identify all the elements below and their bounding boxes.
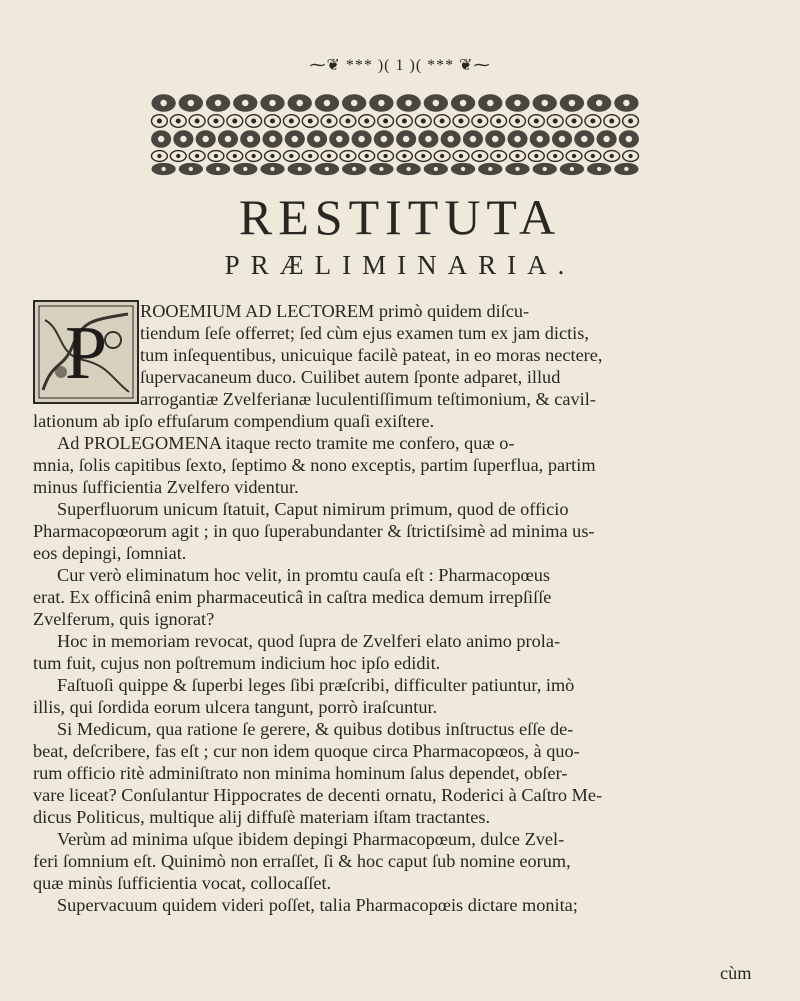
ornament-motif: [604, 115, 620, 128]
ornament-motif: [615, 95, 638, 111]
ornament-motif: [585, 115, 601, 128]
ornament-motif: [288, 95, 311, 111]
ornament-motif: [575, 131, 594, 147]
ornament-motif: [464, 131, 483, 147]
text-line: Verùm ad minima uſque ibidem depingi Pharmacopœum, dulce Zvel-: [57, 829, 565, 849]
ornament-motif: [359, 115, 375, 128]
ornament-motif: [547, 115, 563, 128]
ornament-motif: [321, 151, 337, 162]
decorated-initial-letter: [33, 300, 139, 404]
ornament-motif: [234, 164, 257, 175]
text-line: dicus Politicus, multique alij diffuſè materiam iſtam tractantes.: [33, 807, 491, 827]
ornament-motif: [553, 131, 572, 147]
ornament-motif: [491, 115, 507, 128]
ornament-motif: [283, 115, 299, 128]
text-line: Cur verò eliminatum hoc velit, in promtu cauſa eſt : Pharmacopœus: [57, 565, 550, 585]
ornament-motif: [174, 131, 193, 147]
text-line: Si Medicum, qua ratione ſe gerere, & quibus dotibus inſtructus eſſe de-: [57, 719, 574, 739]
ornament-motif: [152, 151, 168, 162]
ornament-motif: [208, 115, 224, 128]
ornament-motif: [370, 95, 393, 111]
ornament-motif: [585, 151, 601, 162]
ornament-motif: [340, 151, 356, 162]
ornament-motif: [561, 95, 584, 111]
ornament-motif: [196, 131, 215, 147]
ornament-motif: [424, 95, 447, 111]
ornament-motif: [528, 151, 544, 162]
ornament-motif: [152, 131, 171, 147]
text-line: tiendum ſeſe offerret; ſed cùm ejus examen tum ex jam dictis,: [140, 323, 589, 343]
ornament-motif: [261, 164, 284, 175]
text-line: illis, qui ſordida eorum ulcera tangunt, porrò iraſcuntur.: [33, 697, 438, 717]
ornament-band: [150, 90, 640, 176]
ornament-motif: [479, 95, 502, 111]
ornament-motif: [506, 164, 529, 175]
ornament-motif: [207, 164, 230, 175]
ornament-motif: [370, 164, 393, 175]
ornament-motif: [508, 131, 527, 147]
ornament-motif: [561, 164, 584, 175]
text-line: Faſtuoſi quippe & ſuperbi leges ſibi præſcribi, difficulter patiuntur, imò: [57, 675, 575, 695]
ornament-motif: [597, 131, 616, 147]
ornament-motif: [623, 115, 639, 128]
text-line: Hoc in memoriam revocat, quod ſupra de Zvelferi elato animo prola-: [57, 631, 561, 651]
ornament-motif: [189, 115, 205, 128]
ornament-motif: [434, 151, 450, 162]
ornament-motif: [208, 151, 224, 162]
ornament-motif: [441, 131, 460, 147]
ornament-motif: [352, 131, 371, 147]
ornament-motif: [547, 151, 563, 162]
text-line: tum fuit, cujus non poſtremum indicium hoc ipſo edidit.: [33, 653, 441, 673]
ornament-motif: [263, 131, 282, 147]
ornament-motif: [227, 151, 243, 162]
ornament-motif: [415, 151, 431, 162]
ornament-motif: [340, 115, 356, 128]
text-line: arrogantiæ Zvelferianæ luculentiſſimum teſtimonium, & cavil-: [140, 389, 596, 409]
ornament-motif: [604, 151, 620, 162]
text-line: Supervacuum quidem videri poſſet, talia Pharmacopœis dictare monita;: [57, 895, 578, 915]
ornament-motif: [170, 151, 186, 162]
ornament-motif: [189, 151, 205, 162]
ornament-motif: [530, 131, 549, 147]
ornament-motif: [285, 131, 304, 147]
ornament-motif: [265, 151, 281, 162]
ornament-motif: [302, 151, 318, 162]
ornament-motif: [378, 151, 394, 162]
ornament-motif: [316, 95, 339, 111]
ornament-motif: [533, 164, 556, 175]
text-line: lationum ab ipſo effuſarum compendium quaſi exiſtere.: [33, 411, 435, 431]
ornament-motif: [506, 95, 529, 111]
ornament-motif: [330, 131, 349, 147]
ornament-motif: [219, 131, 238, 147]
ornament-motif: [452, 95, 475, 111]
ornament-motif: [359, 151, 375, 162]
text-line: erat. Ex officinâ enim pharmaceuticâ in caſtra medica demum irrepſiſſe: [33, 587, 552, 607]
ornament-motif: [308, 131, 327, 147]
page-subtitle: PRÆLIMINARIA.: [224, 250, 576, 280]
ornament-motif: [343, 164, 366, 175]
ornament-motif: [397, 131, 416, 147]
ornament-motif: [510, 151, 526, 162]
text-line: feri ſomnium eſt. Quinimò non erraſſet, ſi & hoc caput ſub nomine eorum,: [33, 851, 571, 871]
text-line: Zvelferum, quis ignorat?: [33, 609, 215, 629]
ornament-motif: [375, 131, 394, 147]
ornament-motif: [491, 151, 507, 162]
text-line: vare liceat? Conſulantur Hippocrates de decenti ornatu, Roderici à Caſtro Me-: [33, 785, 603, 805]
text-line: Pharmacopœorum agit ; in quo ſuperabundanter & ſtrictiſsimè ad minima us-: [33, 521, 595, 541]
text-line: tum inſequentibus, unicuique facilè pateat, in eo moras nectere,: [140, 345, 603, 365]
text-line: quæ minùs ſufficientia vocat, collocaſſet.: [33, 873, 332, 893]
ornament-motif: [472, 115, 488, 128]
ornament-motif: [533, 95, 556, 111]
catchword: cùm: [720, 963, 752, 983]
ornament-motif: [316, 164, 339, 175]
ornament-motif: [424, 164, 447, 175]
text-line: eos depingi, ſomniat.: [33, 543, 187, 563]
ornament-motif: [397, 164, 420, 175]
ornament-motif: [588, 95, 611, 111]
ornament-motif: [288, 164, 311, 175]
ornament-motif: [510, 115, 526, 128]
ornament-motif: [479, 164, 502, 175]
ornament-motif: [343, 95, 366, 111]
ornament-motif: [453, 151, 469, 162]
ornament-motif: [453, 115, 469, 128]
ornament-motif: [566, 151, 582, 162]
ornament-motif: [566, 115, 582, 128]
initial-letter-glyph: P: [64, 311, 108, 395]
ornament-motif: [397, 115, 413, 128]
text-line: Superfluorum unicum ſtatuit, Caput nimirum primum, quod de officio: [57, 499, 569, 519]
ornament-motif: [265, 115, 281, 128]
ornament-motif: [397, 151, 413, 162]
ornament-motif: [152, 95, 175, 111]
ornament-motif: [246, 115, 262, 128]
ornament-motif: [152, 115, 168, 128]
ornament-motif: [227, 115, 243, 128]
ornament-motif: [588, 164, 611, 175]
ornament-motif: [152, 164, 175, 175]
text-line: ſupervacaneum duco. Cuilibet autem ſponte adparet, illud: [140, 367, 561, 387]
ornament-motif: [528, 115, 544, 128]
ornament-motif: [397, 95, 420, 111]
text-line: minus ſufficientia Zvelfero videntur.: [33, 477, 299, 497]
ornament-motif: [472, 151, 488, 162]
ornament-motif: [486, 131, 505, 147]
ornament-motif: [415, 115, 431, 128]
ornament-motif: [234, 95, 257, 111]
ornament-motif: [246, 151, 262, 162]
ornament-motif: [207, 95, 230, 111]
text-line: rum officio ritè adminiſtrato non minima hominum ſalus dependet, obſer-: [33, 763, 568, 783]
ornament-motif: [241, 131, 260, 147]
ornament-motif: [261, 95, 284, 111]
text-line: ROOEMIUM AD LECTOREM primò quidem diſcu-: [140, 301, 530, 321]
ornament-motif: [321, 115, 337, 128]
ornament-motif: [170, 115, 186, 128]
text-line: beat, deſcribere, fas eſt ; cur non idem quoque circa Pharmacopœos, à quo-: [33, 741, 580, 761]
ornament-motif: [623, 151, 639, 162]
page-number-header: ⁓❦ *** )( 1 )( *** ❦⁓: [309, 57, 491, 74]
ornament-motif: [452, 164, 475, 175]
page-title: RESTITUTA: [238, 189, 562, 245]
ornament-motif: [283, 151, 299, 162]
ornament-motif: [179, 164, 202, 175]
ornament-motif: [615, 164, 638, 175]
ornament-motif: [620, 131, 639, 147]
text-line: Ad PROLEGOMENA itaque recto tramite me confero, quæ o-: [57, 433, 515, 453]
text-line: mnia, ſolis capitibus ſexto, ſeptimo & nono exceptis, partim ſuperflua, partim: [33, 455, 596, 475]
ornament-motif: [302, 115, 318, 128]
ornament-motif: [378, 115, 394, 128]
ornament-motif: [434, 115, 450, 128]
ornament-motif: [179, 95, 202, 111]
ornament-motif: [419, 131, 438, 147]
